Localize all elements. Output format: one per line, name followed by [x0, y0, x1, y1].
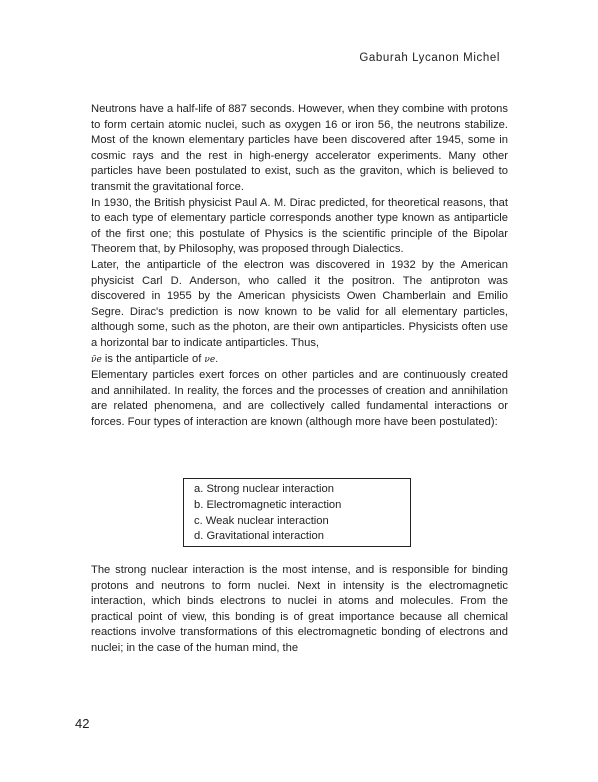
interactions-list-box — [183, 478, 411, 547]
paragraph: Later, the antiparticle of the electron was discovered in 1932 by the American physicist Carl D. Anderson, who called it the positron. The antiproton was discovered in 1955 by the American physicists Owen Chamberlain and Emilio Segre. Dirac's prediction is now known to be valid for all elementary particles, although some, such as the photon, are their own antiparticles. Physicists often use a horizontal bar to indicate antiparticles. Thus, — [91, 258, 508, 349]
interaction-item: c. Weak nuclear interaction — [194, 514, 329, 527]
paragraph: Neutrons have a half-life of 887 seconds. However, when they combine with protons to form certain atomic nuclei, such as oxygen 16 or iron 56, the neutrons stabilize. Most of the known elementary particles have been discovered after 1945, some in cosmic rays and the rest in high-energy accelerator experiments. Many other particles have been postulated to exist, such as the graviton, which is believed to transmit the gravitational force. — [91, 103, 508, 193]
paragraph: The strong nuclear interaction is the most intense, and is responsible for binding protons and neutrons to form nuclei. Next in intensity is the electromagnetic interaction, which binds electrons to nuclei in atoms and molecules. From the practical point of view, this bonding is of great importance because all chemical reactions involve transformations of this electromagnetic bonding of electrons and nuclei; in the case of the human mind, the — [91, 564, 508, 654]
symbol-line-text: is the antiparticle of — [101, 352, 205, 365]
closing-text — [91, 563, 508, 657]
main-text — [91, 102, 508, 430]
antiparticle-symbol-line — [91, 352, 508, 369]
running-header: Gaburah Lycanon Michel — [359, 52, 500, 64]
interaction-item: d. Gravitational interaction — [194, 530, 324, 543]
neutrino-symbol: νe. — [204, 354, 219, 365]
antineutrino-symbol: ν̄e — [91, 354, 102, 365]
interaction-item: a. Strong nuclear interaction — [194, 483, 334, 495]
paragraph: In 1930, the British physicist Paul A. M. Dirac predicted, for theoretical reasons, that to each type of elementary particle corresponds another type known as antiparticle of the first one; this postulate of Physics is the scientific principle of the Bipolar Theorem that, by Philosophy, was proposed through Dialectics. — [91, 196, 508, 256]
paragraph: Elementary particles exert forces on other particles and are continuously created and annihilated. In reality, the forces and the processes of creation and annihilation are related phenomena, and are collectively called fundamental interactions or forces. Four types of interaction are known (although more have been postulated): — [91, 369, 508, 428]
interaction-item: b. Electromagnetic interaction — [194, 498, 342, 511]
page-number: 42 — [75, 716, 90, 731]
